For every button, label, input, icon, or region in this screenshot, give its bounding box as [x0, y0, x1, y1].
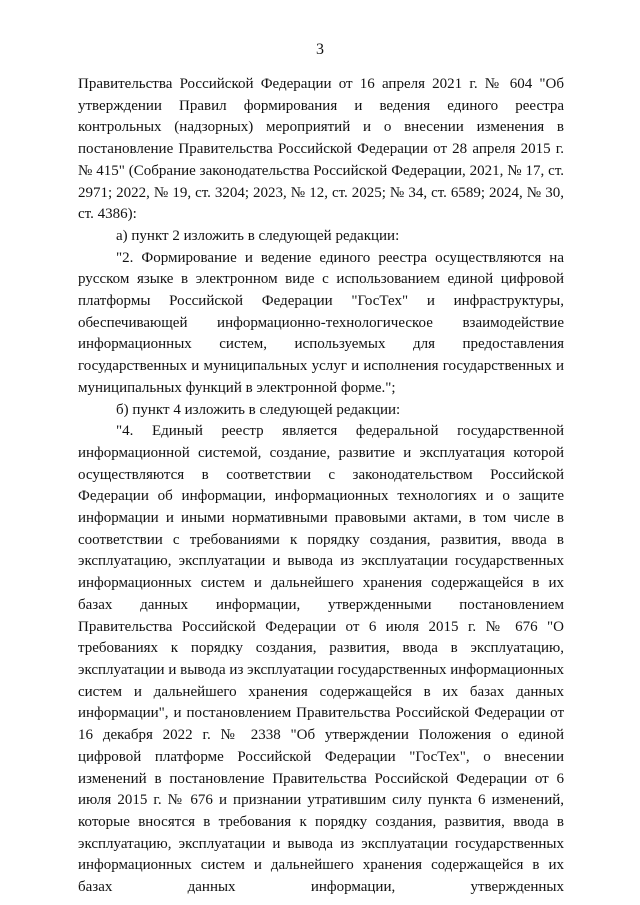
document-body	[78, 74, 564, 899]
paragraph-item-a: а) пункт 2 изложить в следующей редакции:	[116, 227, 400, 244]
paragraph-clause-2: "2. Формирование и ведение единого реестра осуществляются на русском языке в электронном виде с использованием единой цифровой платформы Российской Федерации "ГосТех" и инфраструктуры, обеспечивающей информационно-технологическое взаимодействие информационных систем, используемых для предоставления государственных и муниципальных услуг и исполнения государственных и муниципальных функций в электронной форме.";	[78, 249, 564, 396]
page-number: 3	[316, 41, 324, 58]
paragraph-item-b: б) пункт 4 изложить в следующей редакции:	[116, 401, 401, 418]
paragraph-clause-4: "4. Единый реестр является федеральной государственной информационной системой, создание, развитие и эксплуатация которой осуществляются в соответствии с законодательством Российской Федерации об информации, информационных технологиях и о защите информации и иными нормативными правовыми актами, в том числе в соответствии с требованиями к порядку создания, развития, ввода в эксплуатацию, эксплуатации и вывода из эксплуатации государственных информационных систем и дальнейшего хранения содержащейся в их базах данных информации, утвержденными постановлением Правительства Российской Федерации от 6 июля 2015 г. № 676 "О требованиях к порядку создания, развития, ввода в эксплуатацию, эксплуатации и вывода из эксплуатации государственных информационных систем и дальнейшего хранения содержащейся в их базах данных информации", и постановлением Правительства Российской Федерации от 16 декабря 2022 г. № 2338 "Об утверждении Положения о единой цифровой платформе Российской Федерации "ГосТех", о внесении изменений в постановление Правительства Российской Федерации от 6 июля 2015 г. № 676 и признании утратившим силу пункта 6 изменений, которые вносятся в требования к порядку создания, развития, ввода в эксплуатацию, эксплуатации и вывода из эксплуатации государственных информационных систем и дальнейшего хранения содержащейся в их базах данных информации, утвержденных	[78, 423, 564, 896]
paragraph-intro: Правительства Российской Федерации от 16 апреля 2021 г. № 604 "Об утверждении Правил формирования и ведения единого реестра контрольных (надзорных) мероприятий и о внесении изменения в постановление Правительства Российской Федерации от 28 апреля 2015 г. № 415" (Собрание законодательства Российской Федерации, 2021, № 17, ст. 2971; 2022, № 19, ст. 3204; 2023, № 12, ст. 2025; № 34, ст. 6589; 2024, № 30, ст. 4386):	[78, 76, 564, 223]
